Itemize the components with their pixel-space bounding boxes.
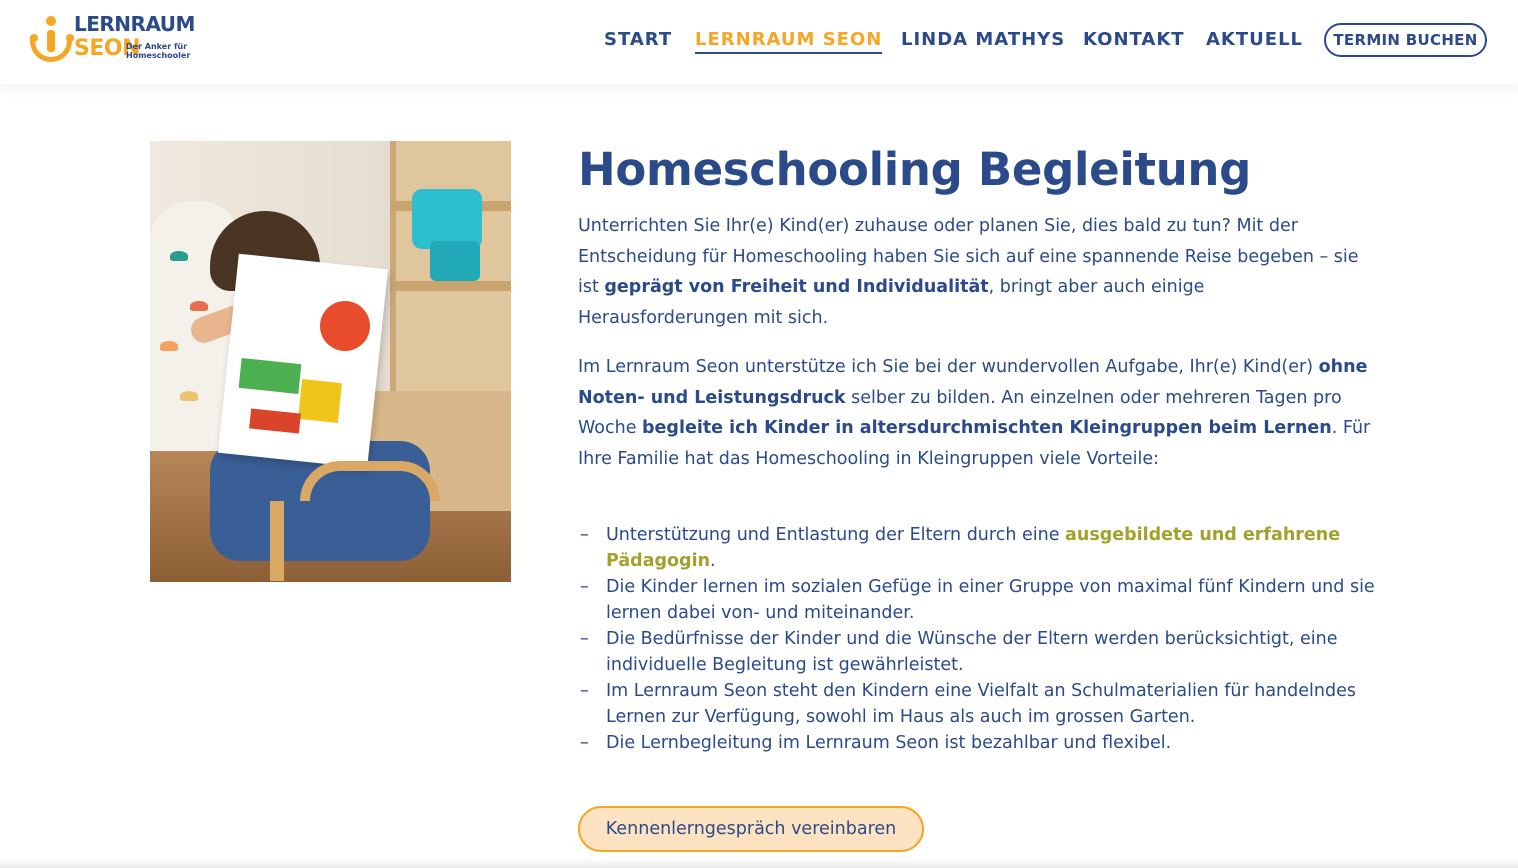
- benefit-1-end: .: [710, 551, 716, 571]
- list-item: – Die Kinder lernen im sozialen Gefüge in einer Gruppe von maximal fünf Kindern und sie lernen dabei von- und miteinander.: [578, 574, 1378, 626]
- site-header: [0, 0, 1518, 84]
- page-title: Homeschooling Begleitung: [578, 143, 1252, 196]
- child-reading-photo: [150, 141, 511, 582]
- nav-item-lernraum-seon[interactable]: LERNRAUM SEON: [695, 29, 882, 54]
- support-text-1: Im Lernraum Seon unterstütze ich Sie bei der wundervollen Aufgabe, Ihr(e) Kind(er): [578, 357, 1319, 377]
- intro-text-1: Unterrichten Sie Ihr(e) Kind(er) zuhause oder planen Sie, dies bald zu tun? Mit der Entscheidung für Homeschooling haben Sie sich auf eine spannende Reise begeben – sie ist: [578, 216, 1359, 297]
- nav-item-aktuell[interactable]: AKTUELL: [1206, 29, 1304, 50]
- list-item: – Die Lernbegleitung im Lernraum Seon ist bezahlbar und flexibel.: [578, 730, 1378, 756]
- benefits-list: [578, 522, 1378, 756]
- kennenlerngespraech-button[interactable]: Kennenlerngespräch vereinbaren: [578, 806, 924, 852]
- benefit-1-highlight: ausgebildete und erfahrene Pädagogin: [606, 525, 1341, 571]
- nav-item-linda-mathys[interactable]: LINDA MATHYS: [901, 29, 1066, 50]
- list-item: [578, 522, 1378, 574]
- logo-word-seon: SEON: [74, 36, 140, 61]
- termin-buchen-button[interactable]: TERMIN BUCHEN: [1324, 23, 1487, 57]
- list-item: – Im Lernraum Seon steht den Kindern eine Vielfalt an Schulmaterialien für handelndes Lernen zur Verfügung, sowohl im Haus als auch im grossen Garten.: [578, 678, 1378, 730]
- nav-item-start[interactable]: START: [604, 29, 673, 50]
- anchor-logo-icon: [30, 16, 74, 64]
- intro-bold-1: geprägt von Freiheit und Individualität: [604, 277, 989, 297]
- main-content: [578, 141, 1378, 756]
- benefit-1-text: Unterstützung und Entlastung der Eltern durch eine: [606, 525, 1066, 545]
- logo-word-lernraum: LERNRAUM: [74, 12, 195, 36]
- support-bold-1: ohne Noten- und Leistungsdruck: [578, 357, 1368, 408]
- support-paragraph: [578, 352, 1378, 474]
- list-item: – Die Bedürfnisse der Kinder und die Wünsche der Eltern werden berücksichtigt, eine individuelle Begleitung ist gewährleistet.: [578, 626, 1378, 678]
- support-bold-2: begleite ich Kinder in altersdurchmischten Kleingruppen beim Lernen: [642, 418, 1332, 438]
- support-text-3: . Für Ihre Familie hat das Homeschooling in Kleingruppen viele Vorteile:: [578, 418, 1371, 469]
- logo-tagline: Der Anker für Homeschooler: [126, 42, 191, 60]
- intro-paragraph: [578, 211, 1378, 333]
- bottom-fade: [0, 858, 1518, 868]
- support-text-2: selber zu bilden. An einzelnen oder mehreren Tagen pro Woche: [578, 387, 1342, 438]
- nav-item-kontakt[interactable]: KONTAKT: [1083, 29, 1185, 50]
- site-logo[interactable]: [30, 12, 195, 68]
- intro-text-2: , bringt aber auch einige Herausforderungen mit sich.: [578, 277, 1205, 328]
